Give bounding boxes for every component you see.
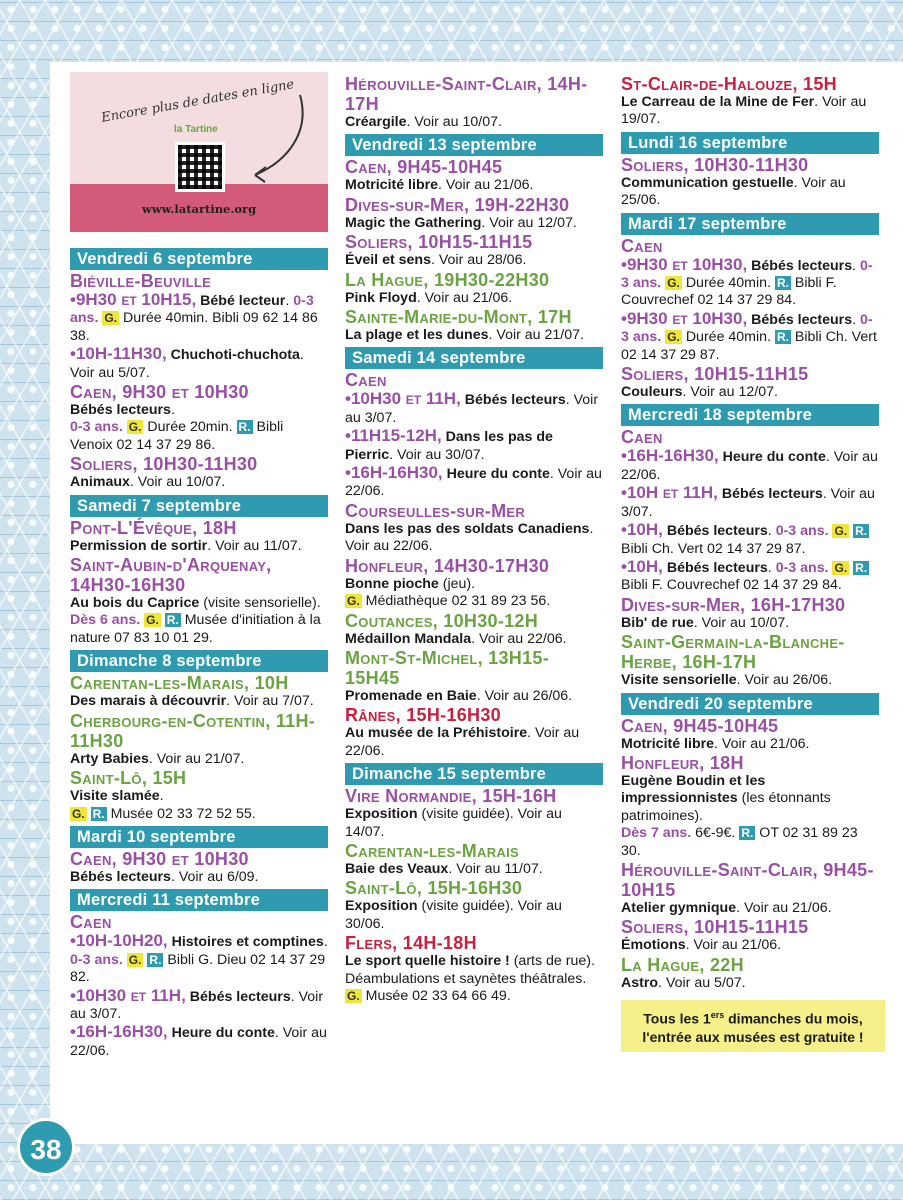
city-title: Caen, 9H30 et 10H30 [70,848,249,869]
day-header: Mercredi 18 septembre [621,404,879,426]
day-header: Mardi 17 septembre [621,213,879,235]
event: Émotions. Voir au 21/06. [621,937,782,954]
event: Visite sensorielle. Voir au 26/06. [621,672,833,689]
museum-notice: Tous les 1ers dimanches du mois, l'entrée aux musées est gratuite ! [621,1000,885,1052]
g-badge: G. [834,560,848,575]
city-title: Saint-Lô, 15H-16H30 [345,878,523,899]
event: Communication gestuelle. Voir au 25/06. [621,174,846,209]
event: Bébés lecteurs. 0-3 ans. G. Durée 20min. R. Bibli Venoix 02 14 37 29 86. [70,402,284,453]
column-2 [345,74,603,1005]
g-badge: G. [347,988,360,1003]
event: •9H30 et 10H15, Bébé lecteur. 0-3 ans. G. Durée 40min. Bibli 09 62 14 86 38. [70,290,318,344]
city-title: Dives-sur-Mer, 19H-22H30 [345,194,570,215]
r-badge: R. [238,420,251,435]
event: Exposition (visite guidée). Voir au 30/06. [345,898,562,932]
day-header: Vendredi 20 septembre [621,693,879,715]
day-header: Samedi 7 septembre [70,495,328,517]
r-badge: R. [741,826,754,841]
event: Permission de sortir. Voir au 11/07. [70,537,302,554]
event: •10H, Bébés lecteurs. 0-3 ans. G. R. Bibli Ch. Vert 02 14 37 29 87. [621,520,868,557]
city-title: La Hague, 22H [621,954,744,975]
event: Magic the Gathering. Voir au 12/07. [345,214,577,231]
event: Couleurs. Voir au 12/07. [621,384,778,401]
g-badge: G. [128,952,142,967]
promo-box [70,72,328,232]
city-title: Saint-Germain-la-Blanche-Herbe, 16H-17H [621,632,845,673]
event: Motricité libre. Voir au 21/06. [345,177,534,194]
city-title: Caen, 9H30 et 10H30 [70,382,249,403]
g-badge: G. [104,311,118,326]
event: Astro. Voir au 5/07. [621,974,746,991]
city-title: Hérouville-Saint-Clair, 14H-17H [345,74,588,114]
event: Créargile. Voir au 10/07. [345,114,502,130]
g-badge: G. [667,276,680,291]
city-title: Rânes, 15H-16H30 [345,705,501,726]
city-title: Soliers, 10H30-11H30 [70,454,258,475]
event: Bonne pioche (jeu). G. Médiathèque 02 31 89 23 56. [345,575,551,610]
promo-url[interactable]: www.latartine.org [141,202,257,216]
city-title: Sainte-Marie-du-Mont, 17H [345,307,572,328]
g-badge: G. [72,806,85,821]
city-title: Saint-Lô, 15H [70,768,187,789]
event: •10H-10H20, Histoires et comptines. 0-3 ans. G. R. Bibli G. Dieu 02 14 37 29 82. [70,931,328,986]
city-title: Soliers, 10H15-11H15 [621,917,809,938]
arrow-icon [240,90,310,190]
event: •9H30 et 10H30, Bébés lecteurs. 0-3 ans. G. Durée 40min. R. Bibli F. Couvrechef 02 14 37 29 84. [621,254,873,309]
city-title: Soliers, 10H15-11H15 [621,364,809,385]
event: Dans les pas des soldats Canadiens. Voir au 22/06. [345,520,594,555]
city-title: Caen [621,235,663,256]
event: •11H15-12H, Dans les pas de Pierric. Voir au 30/07. [345,426,553,463]
event: Le sport quelle histoire ! (arts de rue). Déambulations et saynètes théâtrales. G. Musée 02 33 64 66 49. [345,953,595,1004]
city-title: Biéville-Beuville [70,271,212,291]
g-badge: G. [128,420,142,435]
city-title: St-Clair-de-Halouze, 15H [621,74,837,94]
day-header: Samedi 14 septembre [345,347,603,369]
city-title: Cherbourg-en-Cotentin, 11H-11H30 [70,710,316,751]
day-header: Vendredi 6 septembre [70,248,328,270]
r-badge: R. [92,806,105,821]
event: Médaillon Mandala. Voir au 22/06. [345,630,567,647]
city-title: Caen [621,427,663,448]
day-header: Vendredi 13 septembre [345,134,603,156]
city-title: Vire Normandie, 15H-16H [345,786,557,807]
r-badge: R. [776,276,789,291]
city-title: Saint-Aubin-d'Arquenay, 14H30-16H30 [70,555,272,596]
r-badge: R. [149,952,162,967]
event: Baie des Veaux. Voir au 11/07. [345,860,543,877]
event: Le Carreau de la Mine de Fer. Voir au 19/07. [621,94,867,128]
qr-code-icon[interactable] [175,142,225,192]
day-header: Dimanche 15 septembre [345,763,603,785]
event: •10H30 et 11H, Bébés lecteurs. Voir au 3/07. [345,389,599,426]
event: Au bois du Caprice (visite sensorielle). Dès 6 ans. G. R. Musée d'initiation à la nature 07 83 10 01 29. [70,595,321,646]
g-badge: G. [146,613,159,628]
city-title: Pont-L'Évêque, 18H [70,517,237,538]
day-header: Dimanche 8 septembre [70,650,328,672]
city-title: Carentan-les-Marais [345,840,519,861]
promo-logo: la Tartine [174,124,218,135]
day-header: Mercredi 11 septembre [70,889,328,911]
day-header: Mardi 10 septembre [70,826,328,848]
event: La plage et les dunes. Voir au 21/07. [345,327,584,344]
event: •10H et 11H, Bébés lecteurs. Voir au 3/07. [621,483,875,520]
event: Promenade en Baie. Voir au 26/06. [345,687,573,704]
event: Éveil et sens. Voir au 28/06. [345,252,527,269]
event: •10H30 et 11H, Bébés lecteurs. Voir au 3/07. [70,985,324,1022]
city-title: Caen [345,370,387,391]
event: Eugène Boudin et les impressionnistes (les étonnants patrimoines). Dès 7 ans. 6€-9€. R. OT 02 31 89 23 30. [621,772,858,859]
r-badge: R. [855,524,868,539]
event: Pink Floyd. Voir au 21/06. [345,289,513,306]
r-badge: R. [166,613,179,628]
promo-script-text: Encore plus de dates en ligne [100,77,296,126]
event: •16H-16H30, Heure du conte. Voir au 22/06. [70,1022,327,1059]
city-title: Hérouville-Saint-Clair, 9H45-10H15 [621,859,874,900]
city-title: Honfleur, 18H [621,752,744,773]
city-title: Flers, 14H-18H [345,933,477,954]
city-title: Courseulles-sur-Mer [345,500,526,521]
r-badge: R. [776,330,789,345]
r-badge: R. [855,560,868,575]
event: Au musée de la Préhistoire. Voir au 22/06. [345,725,580,759]
g-badge: G. [667,330,680,345]
city-title: Soliers, 10H30-11H30 [621,154,809,175]
event: •9H30 et 10H30, Bébés lecteurs. 0-3 ans. G. Durée 40min. R. Bibli Ch. Vert 02 14 37 29 87. [621,308,877,363]
event: •10H-11H30, Chuchoti-chuchota. Voir au 5/07. [70,344,304,381]
city-title: La Hague, 19H30-22H30 [345,269,550,290]
event: Bib' de rue. Voir au 10/07. [621,614,790,631]
event: Motricité libre. Voir au 21/06. [621,735,810,752]
column-1 [70,245,328,1060]
city-title: Caen, 9H45-10H45 [345,157,503,178]
event: •10H, Bébés lecteurs. 0-3 ans. G. R. Bibli F. Couvrechef 02 14 37 29 84. [621,556,868,594]
city-title: Carentan-les-Marais, 10H [70,673,289,694]
event: Visite slamée. G. R. Musée 02 33 72 52 55. [70,788,256,822]
event: Arty Babies. Voir au 21/07. [70,750,245,767]
g-badge: G. [834,524,848,539]
event: •16H-16H30, Heure du conte. Voir au 22/06. [345,463,602,500]
city-title: Caen, 9H45-10H45 [621,715,779,736]
city-title: Mont-St-Michel, 13H15-15H45 [345,647,550,688]
g-badge: G. [347,594,360,609]
day-header: Lundi 16 septembre [621,132,879,154]
event: Atelier gymnique. Voir au 21/06. [621,899,832,916]
event: Bébés lecteurs. Voir au 6/09. [70,868,259,885]
event: Des marais à découvrir. Voir au 7/07. [70,693,314,710]
city-title: Honfleur, 14H30-17H30 [345,555,550,576]
page-number: 38 [17,1118,75,1176]
city-title: Dives-sur-Mer, 16H-17H30 [621,594,846,615]
city-title: Soliers, 10H15-11H15 [345,232,533,253]
event: Animaux. Voir au 10/07. [70,474,226,491]
city-title: Coutances, 10H30-12H [345,610,539,631]
event: Exposition (visite guidée). Voir au 14/07. [345,806,562,840]
event: •16H-16H30, Heure du conte. Voir au 22/06. [621,446,878,483]
city-title: Caen [70,912,112,933]
column-3 [621,74,879,1052]
